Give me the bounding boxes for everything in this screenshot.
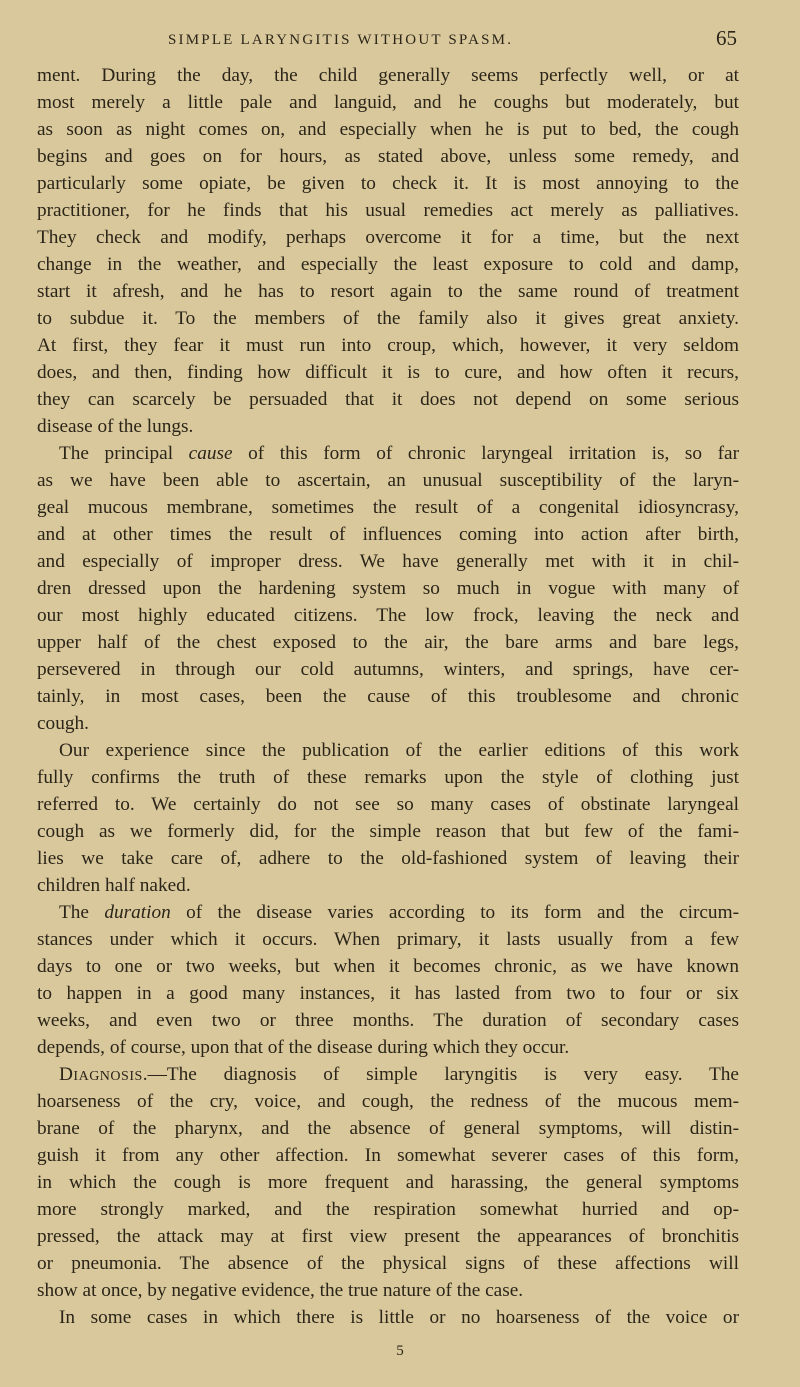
text-span: to subdue it. To the members of the family also it gives great anxiety. <box>37 308 739 329</box>
text-span: At first, they fear it must run into croup, which, however, it very seldom <box>37 335 739 356</box>
italic-term: duration <box>104 902 171 923</box>
text-span: persevered in through our cold autumns, winters, and springs, have cer- <box>37 659 739 680</box>
text-line <box>37 1196 739 1223</box>
text-span: change in the weather, and especially the least exposure to cold and damp, <box>37 254 739 275</box>
text-line <box>37 386 739 413</box>
text-line <box>37 197 739 224</box>
text-line <box>37 1304 739 1331</box>
text-line <box>37 683 739 710</box>
text-line <box>37 1034 739 1061</box>
text-span: they can scarcely be persuaded that it does not depend on some serious <box>37 389 739 410</box>
text-span: stances under which it occurs. When primary, it lasts usually from a few <box>37 929 739 950</box>
text-line <box>37 143 739 170</box>
text-span: cough. <box>37 713 89 734</box>
text-line <box>37 413 739 440</box>
text-line <box>37 872 739 899</box>
text-line <box>37 116 739 143</box>
text-line <box>37 926 739 953</box>
text-line <box>37 1142 739 1169</box>
text-line <box>37 305 739 332</box>
text-span: pressed, the attack may at first view present the appearances of bronchitis <box>37 1226 739 1247</box>
text-span: in which the cough is more frequent and harassing, the general symptoms <box>37 1172 739 1193</box>
text-line <box>37 1277 739 1304</box>
text-line <box>37 467 739 494</box>
text-line <box>37 332 739 359</box>
text-span: or pneumonia. The absence of the physical signs of these affections will <box>37 1253 739 1274</box>
text-span: show at once, by negative evidence, the true nature of the case. <box>37 1280 524 1301</box>
text-line <box>37 953 739 980</box>
text-span: of this form of chronic laryngeal irritation is, so far <box>232 443 739 464</box>
text-line <box>37 1223 739 1250</box>
text-line <box>37 737 739 764</box>
text-span: guish it from any other affection. In somewhat severer cases of this form, <box>37 1145 739 1166</box>
text-span: tainly, in most cases, been the cause of this troublesome and chronic <box>37 686 739 707</box>
text-span: most merely a little pale and languid, and he coughs but moderately, but <box>37 92 739 113</box>
text-line <box>37 710 739 737</box>
text-span: start it afresh, and he has to resort again to the same round of treatment <box>37 281 739 302</box>
body-text <box>37 62 739 1331</box>
text-line <box>37 1061 739 1088</box>
text-span: particularly some opiate, be given to check it. It is most annoying to the <box>37 173 739 194</box>
text-line <box>37 359 739 386</box>
text-line <box>37 791 739 818</box>
page-number: 65 <box>716 26 737 50</box>
section-heading: Diagnosis <box>59 1064 143 1085</box>
signature-mark: 5 <box>396 1343 404 1359</box>
text-line <box>37 521 739 548</box>
text-span: as soon as night comes on, and especially when he is put to bed, the cough <box>37 119 739 140</box>
text-span: to happen in a good many instances, it has lasted from two to four or six <box>37 983 739 1004</box>
text-span: In some cases in which there is little or no hoarseness of the voice or <box>59 1307 739 1328</box>
text-span: The principal <box>59 443 189 464</box>
text-line <box>37 440 739 467</box>
text-line <box>37 494 739 521</box>
text-line <box>37 251 739 278</box>
text-span: They check and modify, perhaps overcome it for a time, but the next <box>37 227 739 248</box>
text-line <box>37 764 739 791</box>
text-span: geal mucous membrane, sometimes the result of a congenital idiosyncrasy, <box>37 497 739 518</box>
text-span: referred to. We certainly do not see so many cases of obstinate laryngeal <box>37 794 739 815</box>
text-span: as we have been able to ascertain, an unusual susceptibility of the laryn- <box>37 470 739 491</box>
text-span: more strongly marked, and the respiration somewhat hurried and op- <box>37 1199 739 1220</box>
text-line <box>37 278 739 305</box>
text-span: does, and then, finding how difficult it is to cure, and how often it recurs, <box>37 362 739 383</box>
text-span: of the disease varies according to its form and the circum- <box>170 902 739 923</box>
text-span: our most highly educated citizens. The low frock, leaving the neck and <box>37 605 739 626</box>
text-span: weeks, and even two or three months. The duration of secondary cases <box>37 1010 739 1031</box>
text-line <box>37 656 739 683</box>
running-header <box>0 26 800 56</box>
text-line <box>37 1088 739 1115</box>
text-span: The <box>59 902 105 923</box>
text-line <box>37 1250 739 1277</box>
text-line <box>37 602 739 629</box>
text-line <box>37 224 739 251</box>
text-span: Our experience since the publication of the earlier editions of this work <box>59 740 739 761</box>
text-line <box>37 980 739 1007</box>
text-span: and especially of improper dress. We have generally met with it in chil- <box>37 551 739 572</box>
text-line <box>37 1115 739 1142</box>
text-line <box>37 89 739 116</box>
text-span: lies we take care of, adhere to the old-fashioned system of leaving their <box>37 848 739 869</box>
text-span: dren dressed upon the hardening system so much in vogue with many of <box>37 578 739 599</box>
text-line <box>37 629 739 656</box>
text-line <box>37 1169 739 1196</box>
text-span: practitioner, for he finds that his usual remedies act merely as palliatives. <box>37 200 739 221</box>
text-line <box>37 899 739 926</box>
text-line <box>37 818 739 845</box>
text-line <box>37 845 739 872</box>
text-span: depends, of course, upon that of the disease during which they occur. <box>37 1037 570 1058</box>
text-span: cough as we formerly did, for the simple reason that but few of the fami- <box>37 821 739 842</box>
text-span: brane of the pharynx, and the absence of general symptoms, will distin- <box>37 1118 739 1139</box>
text-line <box>37 548 739 575</box>
text-span: .—The diagnosis of simple laryngitis is very easy. The <box>142 1064 739 1085</box>
text-span: hoarseness of the cry, voice, and cough, the redness of the mucous mem- <box>37 1091 739 1112</box>
text-span: ment. During the day, the child generally seems perfectly well, or at <box>37 65 739 86</box>
text-span: and at other times the result of influences coming into action after birth, <box>37 524 739 545</box>
text-line <box>37 1007 739 1034</box>
text-span: children half naked. <box>37 875 191 896</box>
text-span: fully confirms the truth of these remarks upon the style of clothing just <box>37 767 739 788</box>
text-line <box>37 62 739 89</box>
italic-term: cause <box>188 443 233 464</box>
text-span: upper half of the chest exposed to the air, the bare arms and bare legs, <box>37 632 739 653</box>
text-span: disease of the lungs. <box>37 416 194 437</box>
text-line <box>37 170 739 197</box>
text-span: begins and goes on for hours, as stated above, unless some remedy, and <box>37 146 739 167</box>
text-span: days to one or two weeks, but when it becomes chronic, as we have known <box>37 956 739 977</box>
text-line <box>37 575 739 602</box>
running-title: SIMPLE LARYNGITIS WITHOUT SPASM. <box>168 32 514 48</box>
